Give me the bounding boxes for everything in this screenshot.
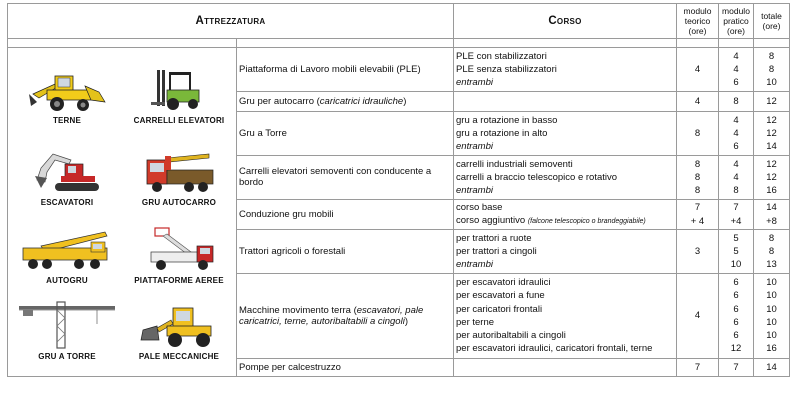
label-autogru: AUTOGRU bbox=[46, 276, 88, 285]
totale-cell: 12 12 14 bbox=[754, 112, 790, 156]
pratico-cell: 7 +4 bbox=[719, 199, 754, 230]
training-hours-table bbox=[7, 3, 790, 377]
teorico-cell: 7 + 4 bbox=[677, 199, 719, 230]
totale-cell: 14 bbox=[754, 358, 790, 376]
table-row bbox=[8, 48, 790, 92]
equipment-images bbox=[8, 48, 237, 377]
tile-carrelli-elevatori bbox=[124, 64, 234, 125]
totale-cell: 14 +8 bbox=[754, 199, 790, 230]
teorico-cell: 4 bbox=[677, 48, 719, 92]
header-totale: totale (ore) bbox=[754, 4, 790, 39]
course-cell: PLE con stabilizzatori PLE senza stabilizzatori entrambi bbox=[454, 48, 677, 92]
equipment-cell: Pompe per calcestruzzo bbox=[237, 358, 454, 376]
label-gru-a-torre: GRU A TORRE bbox=[38, 352, 96, 361]
teorico-cell: 8 bbox=[677, 112, 719, 156]
truck-crane-icon bbox=[137, 146, 221, 196]
totale-cell: 12 12 16 bbox=[754, 155, 790, 199]
pratico-cell: 4 4 6 bbox=[719, 112, 754, 156]
equipment-cell: Gru a Torre bbox=[237, 112, 454, 156]
equipment-cell: Piattaforma di Lavoro mobili elevabili (PLE) bbox=[237, 48, 454, 92]
wheel-loader-icon bbox=[137, 300, 221, 350]
course-cell bbox=[454, 91, 677, 111]
tile-gru-a-torre bbox=[12, 300, 122, 361]
pratico-cell: 5 5 10 bbox=[719, 230, 754, 274]
forklift-icon bbox=[137, 64, 221, 114]
tile-terne bbox=[12, 64, 122, 125]
course-cell: per trattori a ruote per trattori a cingoli entrambi bbox=[454, 230, 677, 274]
label-escavatori: ESCAVATORI bbox=[40, 198, 94, 207]
tower-crane-icon bbox=[17, 300, 117, 350]
teorico-cell: 3 bbox=[677, 230, 719, 274]
equipment-cell: Conduzione gru mobili bbox=[237, 199, 454, 230]
pratico-cell: 4 4 8 bbox=[719, 155, 754, 199]
label-pale-meccaniche: PALE MECCANICHE bbox=[138, 352, 220, 361]
equipment-cell: Gru per autocarro (caricatrici idrauliche) bbox=[237, 91, 454, 111]
header-modulo-pratico: modulo pratico (ore) bbox=[719, 4, 754, 39]
totale-cell: 12 bbox=[754, 91, 790, 111]
tile-gru-autocarro bbox=[124, 146, 234, 207]
tile-autogru bbox=[12, 224, 122, 285]
tile-piattaforme-aeree bbox=[124, 224, 234, 285]
course-cell: corso base corso aggiuntivo (falcone telescopico o brandeggiabile) bbox=[454, 199, 677, 230]
excavator-icon bbox=[25, 146, 109, 196]
teorico-cell: 4 bbox=[677, 274, 719, 359]
teorico-cell: 8 8 8 bbox=[677, 155, 719, 199]
totale-cell: 10 10 10 10 10 16 bbox=[754, 274, 790, 359]
header-modulo-teorico: modulo teorico (ore) bbox=[677, 4, 719, 39]
pratico-cell: 7 bbox=[719, 358, 754, 376]
teorico-cell: 4 bbox=[677, 91, 719, 111]
totale-cell: 8 8 10 bbox=[754, 48, 790, 92]
tile-escavatori bbox=[12, 146, 122, 207]
header-corso: Corso bbox=[454, 4, 677, 39]
totale-cell: 8 8 13 bbox=[754, 230, 790, 274]
equipment-cell: Carrelli elevatori semoventi con conducente a bordo bbox=[237, 155, 454, 199]
pratico-cell: 6 6 6 6 6 12 bbox=[719, 274, 754, 359]
label-gru-autocarro: GRU AUTOCARRO bbox=[141, 198, 217, 207]
teorico-cell: 7 bbox=[677, 358, 719, 376]
equipment-cell: Trattori agricoli o forestali bbox=[237, 230, 454, 274]
aerial-platform-icon bbox=[137, 224, 221, 274]
label-terne: TERNE bbox=[52, 116, 82, 125]
tile-pale-meccaniche bbox=[124, 300, 234, 361]
mobile-crane-icon bbox=[17, 224, 117, 274]
equipment-cell: Macchine movimento terra (escavatori, pale caricatrici, terne, autoribaltabili a cingoli) bbox=[237, 274, 454, 359]
pratico-cell: 4 4 6 bbox=[719, 48, 754, 92]
label-carrelli-elevatori: CARRELLI ELEVATORI bbox=[133, 116, 225, 125]
pratico-cell: 8 bbox=[719, 91, 754, 111]
course-cell: gru a rotazione in basso gru a rotazione in alto entrambi bbox=[454, 112, 677, 156]
course-cell bbox=[454, 358, 677, 376]
course-cell: per escavatori idraulici per escavatori a fune per caricatori frontali per terne per autoribaltabili a cingoli per escavatori idraulici, caricatori frontali, terne bbox=[454, 274, 677, 359]
backhoe-loader-icon bbox=[25, 64, 109, 114]
header-attrezzatura: Attrezzatura bbox=[8, 4, 454, 39]
label-piattaforme-aeree: PIATTAFORME AEREE bbox=[134, 276, 224, 285]
course-cell: carrelli industriali semoventi carrelli a braccio telescopico e rotativo entrambi bbox=[454, 155, 677, 199]
